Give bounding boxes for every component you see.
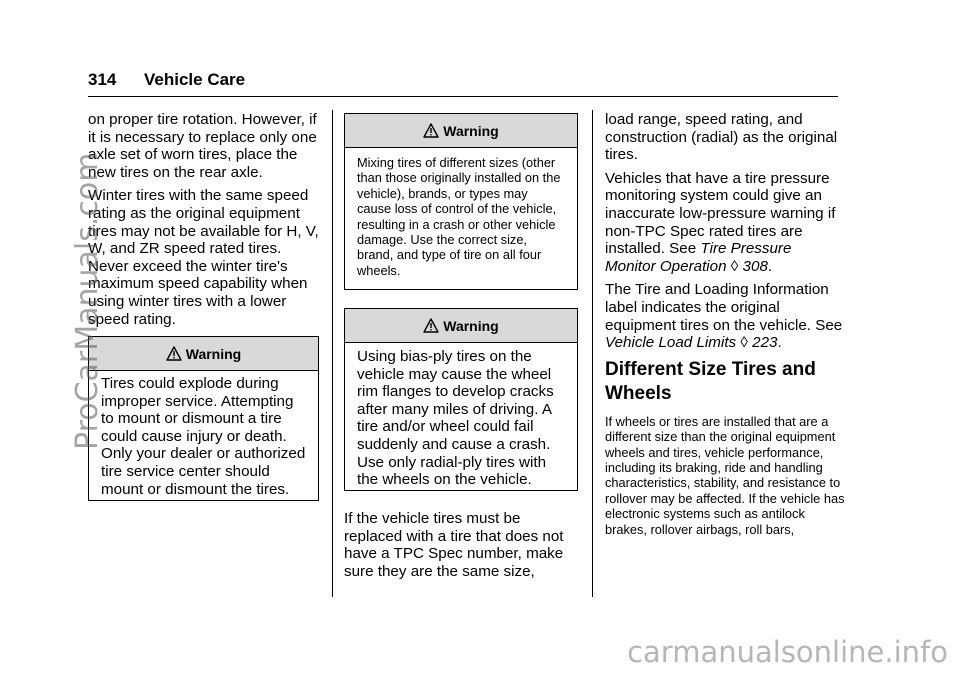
section-heading: Different Size Tires and Wheels	[605, 358, 816, 404]
paragraph-loading-label: The Tire and Loading Information label indicates the original equipment tires on the vehicle. See Vehicle Load Limits ◊ 223.	[605, 281, 843, 352]
paragraph-tpms: Vehicles that have a tire pressure monitoring system could give an inaccurate low-pressure warning if non-TPC Spec rated tires are installed. See Tire Pressure Monitor Operation ◊ 308.	[605, 169, 836, 275]
watermark-bottom: carmanualsonline.info	[627, 635, 948, 669]
warning-header	[345, 309, 577, 343]
header-rule	[88, 96, 838, 97]
link-tire-pressure-monitor[interactable]: Tire Pressure Monitor Operation	[605, 240, 792, 275]
column-1	[88, 111, 324, 334]
link-vehicle-load-limits[interactable]: Vehicle Load Limits	[605, 334, 737, 352]
warning-text: Using bias-ply tires on the vehicle may cause the wheel rim flanges to develop cracks after many miles of driving. A tire and/or wheel could fail suddenly and cause a crash. Use only radial-ply tires with the wheels on the vehicle.	[357, 348, 554, 489]
watermark-left: ProCarManuals.com	[70, 152, 105, 450]
paragraph-original-tires: load range, speed rating, and construction (radial) as the original tires.	[605, 111, 838, 164]
section-title: Vehicle Care	[144, 70, 246, 89]
warning-text: Tires could explode during improper service. Attempting to mount or dismount a tire could cause injury or death. Only your dealer or authorized tire service center should mount or dismount the tires.	[101, 375, 306, 498]
column-divider-left	[332, 110, 333, 597]
warning-text: Mixing tires of different sizes (other than those originally installed on the vehicle), brands, or types may cause loss of control of the vehicle, resulting in a crash or other vehicle damage. Use the correct size, brand, and type of tire on all four wheels.	[357, 155, 561, 278]
tpms-text: Vehicles that have a tire pressure monitoring system could give an inaccurate low-pressure warning if non-TPC Spec rated tires are installed. See	[605, 169, 836, 258]
warning-box-mixing-tires	[344, 113, 578, 290]
warning-title: Warning	[443, 317, 499, 334]
page-number: 314	[88, 70, 117, 89]
page-ref-308[interactable]: 308	[742, 257, 768, 275]
page-ref-icon: ◊	[730, 257, 739, 275]
warning-triangle-icon	[166, 346, 182, 361]
page-ref-icon: ◊	[740, 334, 748, 352]
warning-triangle-icon	[423, 123, 439, 138]
paragraph-tpc-spec: If the vehicle tires must be replaced with a tire that does not have a TPC Spec number, make sure they are the same size,	[344, 510, 564, 580]
warning-box-explode	[88, 336, 319, 501]
warning-box-bias-ply	[344, 308, 578, 491]
warning-title: Warning	[185, 345, 242, 362]
page-ref-223[interactable]: 223	[752, 334, 778, 352]
warning-triangle-icon	[423, 318, 439, 333]
page-header	[88, 70, 245, 90]
paragraph-tire-rotation: on proper tire rotation. However, if it is necessary to replace only one axle set of worn tires, place the new tires on the rear axle.	[88, 111, 317, 181]
column-divider-right	[592, 110, 593, 597]
loading-label-text: The Tire and Loading Information label indicates the original equipment tires on the vehicle. See	[605, 281, 843, 334]
paragraph-different-size: If wheels or tires are installed that are a different size than the original equipment wheels and tires, vehicle performance, including its braking, ride and handling characteristics, stability, and resistance to rollover may be affected. If the vehicle has electronic systems such as antilock brakes, rollover airbags, roll bars,	[605, 413, 845, 537]
warning-title: Warning	[443, 122, 499, 139]
column-2-text	[344, 510, 582, 586]
warning-header	[345, 114, 577, 148]
paragraph-winter-tires: Winter tires with the same speed rating as the original equipment tires may not be available for H, V, W, and ZR speed rated tires. Never exceed the winter tire's maximum speed capability when using winter tires with a lower speed rating.	[88, 187, 319, 328]
warning-header	[89, 337, 318, 371]
column-3	[605, 111, 845, 537]
